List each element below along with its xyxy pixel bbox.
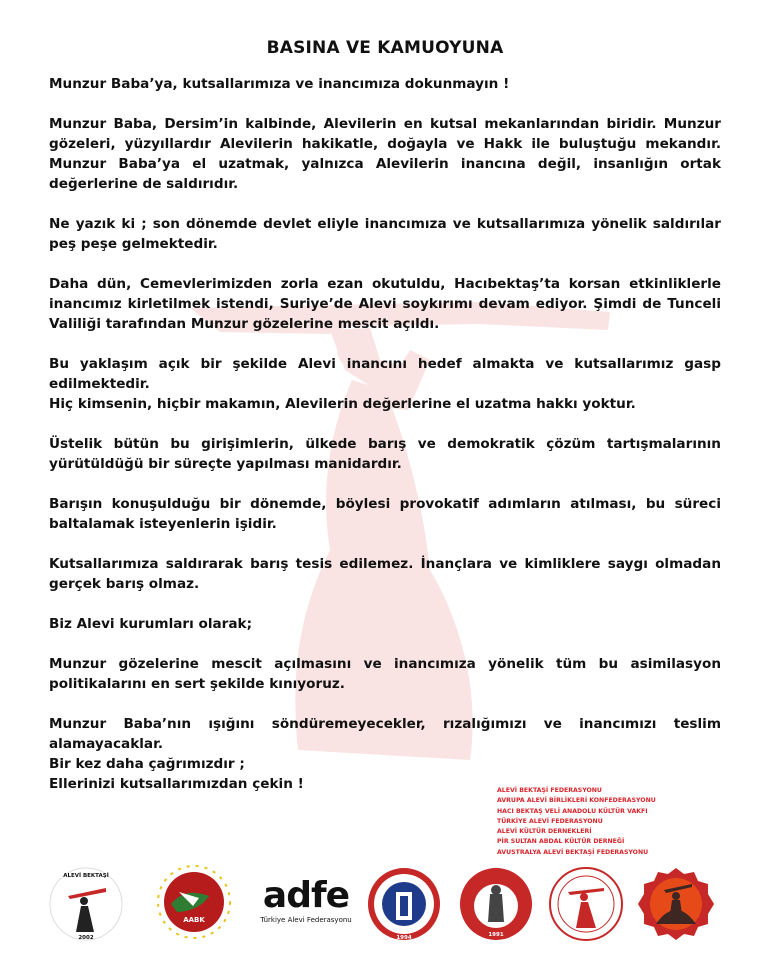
signatory-item: HACI BEKTAŞ VELİ ANADOLU KÜLTÜR VAKFI: [497, 807, 648, 815]
signatory-list: [497, 786, 697, 858]
svg-text:ALEVİ BEKTAŞİ: ALEVİ BEKTAŞİ: [63, 873, 109, 879]
paragraph-munzur-baba: Munzur Baba, Dersim’in kalbinde, Alevilerin en kutsal mekanlarından biridir. Munzur gözeleri, yüzyıllardır Alevilerin hakikatle, doğayla ve Hakk ile buluştuğu mekandır. Munzur Baba’ya el uzatmak, yalnızca Alevilerin inancına değil, insanlığın ortak değerlerine de saldırıdır.: [49, 116, 721, 192]
paragraph-recent-events: Daha dün, Cemevlerimizden zorla ezan okutuldu, Hacıbektaş’ta korsan etkinliklerle inancımız kirletilmek istendi, Suriye’de Alevi soykırımı devam ediyor. Şimdi de Tunceli Valiliği tarafından Munzur gözelerine mescit açıldı.: [49, 276, 721, 332]
paragraph-headline: Munzur Baba’ya, kutsallarımıza ve inancımıza dokunmayın !: [49, 76, 510, 92]
avustralya-alevi-bektasi-logo: [638, 866, 714, 942]
svg-text:AABK: AABK: [183, 916, 205, 924]
pir-sultan-abdal-logo: [548, 866, 624, 942]
signatory-item: TÜRKİYE ALEVİ FEDERASYONU: [497, 817, 603, 825]
signatory-item: AVUSTRALYA ALEVİ BEKTAŞİ FEDERASYONU: [497, 848, 649, 856]
paragraph-no-peace: Kutsallarımıza saldırarak barış tesis edilemez. İnançlara ve kimliklere saygı olmadan gerçek barış olmaz.: [49, 556, 721, 592]
svg-text:1994: 1994: [396, 935, 412, 941]
alevi-bektasi-federasyonu-logo: [48, 866, 124, 942]
svg-text:1991: 1991: [488, 932, 504, 938]
document-title: BASINA VE KAMUOYUNA: [266, 38, 504, 58]
paragraph-condemn: Munzur gözelerine mescit açılmasını ve inancımıza yönelik tüm bu asimilasyon politikalarını en sert şekilde kınıyoruz.: [49, 656, 721, 692]
paragraph-attacks: Ne yazık ki ; son dönemde devlet eliyle inancımıza ve kutsallarımıza yönelik saldırılar peş peşe gelmektedir.: [49, 216, 721, 252]
signatory-item: ALEVİ BEKTAŞİ FEDERASYONU: [497, 787, 602, 794]
alevi-kultur-dernekleri-logo: [458, 866, 534, 942]
paragraph-targeting: Bu yaklaşım açık bir şekilde Alevi inancını hedef almakta ve kutsallarımız gasp edilmektedir.: [49, 356, 721, 392]
signatory-item: PİR SULTAN ABDAL KÜLTÜR DERNEĞİ: [497, 838, 625, 846]
adfe-logo: [256, 876, 356, 936]
haci-bektas-veli-vakfi-logo: [366, 866, 442, 942]
signatory-item: ALEVİ KÜLTÜR DERNEKLERİ: [497, 828, 592, 836]
aabk-logo: [153, 862, 235, 942]
signatory-item: AVRUPA ALEVİ BİRLİKLERİ KONFEDERASYONU: [497, 797, 656, 805]
paragraph-call: Bir kez daha çağrımızdır ; Ellerinizi kutsallarımızdan çekin !: [49, 756, 304, 792]
paragraph-peace-process: Üstelik bütün bu girişimlerin, ülkede barış ve demokratik çözüm tartışmalarının yürütüldüğü bir süreçte yapılması manidardır.: [49, 436, 721, 472]
adfe-subtitle: Türkiye Alevi Federasyonu: [260, 916, 352, 924]
paragraph-provocation: Barışın konuşulduğu bir dönemde, böylesi provokatif adımların atılması, bu süreci baltalamak isteyenlerin işidir.: [49, 496, 721, 532]
paragraph-no-right: Hiç kimsenin, hiçbir makamın, Alevilerin değerlerine el uzatma hakkı yoktur.: [49, 396, 636, 412]
paragraph-institutions: Biz Alevi kurumları olarak;: [49, 616, 253, 632]
adfe-wordmark: adfe: [262, 875, 350, 916]
paragraph-light: Munzur Baba’nın ışığını söndüremeyecekler, rızalığımızı ve inancımızı teslim alamayacaklar.: [49, 716, 721, 752]
svg-text:2002: 2002: [78, 935, 94, 941]
